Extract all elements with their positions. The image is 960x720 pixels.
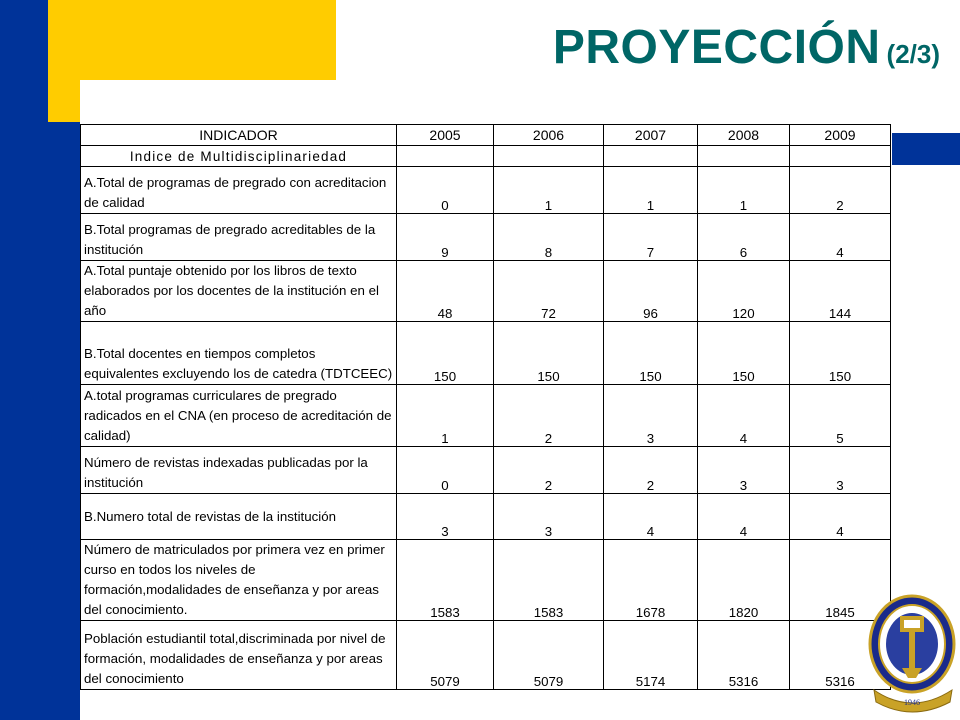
right-blue-tab [892, 133, 960, 165]
table-row [81, 621, 891, 690]
section-row [81, 146, 891, 167]
cell-value: 5 [790, 385, 891, 447]
cell-value: 4 [790, 214, 891, 261]
cell-value: 1 [604, 167, 698, 214]
cell-value: 1845 [790, 540, 891, 621]
row-label: Población estudiantil total,discriminada por nivel de formación, modalidades de enseñanza y por areas del conocimiento [81, 621, 397, 690]
row-label: A.Total de programas de pregrado con acreditacion de calidad [81, 167, 397, 214]
cell-value: 72 [494, 261, 604, 322]
university-seal-icon [864, 594, 956, 716]
table-row [81, 494, 891, 540]
table-row [81, 261, 891, 322]
table-row [81, 385, 891, 447]
cell-value: 3 [698, 447, 790, 494]
cell-value: 144 [790, 261, 891, 322]
cell-value: 1583 [397, 540, 494, 621]
left-yellow-strip [48, 0, 80, 122]
cell-value: 5316 [790, 621, 891, 690]
slide-title [553, 20, 940, 75]
cell-value: 3 [397, 494, 494, 540]
cell-value: 96 [604, 261, 698, 322]
cell-value: 150 [604, 322, 698, 385]
title-main: PROYECCIÓN [552, 21, 881, 74]
top-yellow-block [48, 0, 336, 80]
cell-value: 4 [698, 385, 790, 447]
cell-value: 150 [397, 322, 494, 385]
row-label: A.total programas curriculares de pregrado radicados en el CNA (en proceso de acreditación de calidad) [81, 385, 397, 447]
cell-value: 150 [494, 322, 604, 385]
table-row [81, 214, 891, 261]
title-sub: (2/3) [886, 39, 940, 69]
cell-value: 1678 [604, 540, 698, 621]
cell-value: 7 [604, 214, 698, 261]
cell-value: 2 [494, 447, 604, 494]
cell-value: 5174 [604, 621, 698, 690]
cell-value: 1 [494, 167, 604, 214]
cell-value: 2 [790, 167, 891, 214]
table-row [81, 540, 891, 621]
cell-value: 6 [698, 214, 790, 261]
cell-value: 48 [397, 261, 494, 322]
cell-value: 3 [494, 494, 604, 540]
cell-value: 120 [698, 261, 790, 322]
cell-value: 150 [790, 322, 891, 385]
row-label: B.Total docentes en tiempos completos equivalentes excluyendo los de catedra (TDTCEEC) [81, 322, 397, 385]
cell-value: 5316 [698, 621, 790, 690]
cell-value: 4 [604, 494, 698, 540]
cell-value: 0 [397, 167, 494, 214]
cell-value: 8 [494, 214, 604, 261]
cell-value: 2 [604, 447, 698, 494]
cell-value: 3 [604, 385, 698, 447]
table-row [81, 322, 891, 385]
indicator-table [80, 124, 891, 690]
cell-value: 4 [790, 494, 891, 540]
header-year: 2005 [397, 125, 494, 146]
table-header-row [81, 125, 891, 146]
cell-value: 150 [698, 322, 790, 385]
table-row [81, 167, 891, 214]
cell-value: 5079 [397, 621, 494, 690]
cell-value: 1583 [494, 540, 604, 621]
cell-value: 4 [698, 494, 790, 540]
seal-year: 1946 [904, 698, 920, 707]
row-label: Número de revistas indexadas publicadas por la institución [81, 447, 397, 494]
row-label: B.Numero total de revistas de la institución [81, 494, 397, 540]
cell-value: 0 [397, 447, 494, 494]
cell-value: 1820 [698, 540, 790, 621]
cell-value: 3 [790, 447, 891, 494]
header-year: 2006 [494, 125, 604, 146]
row-label: A.Total puntaje obtenido por los libros de texto elaborados por los docentes de la institución en el año [81, 261, 397, 322]
header-year: 2007 [604, 125, 698, 146]
row-label: B.Total programas de pregrado acreditables de la institución [81, 214, 397, 261]
cell-value: 1 [698, 167, 790, 214]
row-label: Número de matriculados por primera vez en primer curso en todos los niveles de formación,modalidades de enseñanza y por areas del conocimiento. [81, 540, 397, 621]
header-year: 2008 [698, 125, 790, 146]
cell-value: 9 [397, 214, 494, 261]
cell-value: 5079 [494, 621, 604, 690]
header-indicador: INDICADOR [81, 125, 397, 146]
cell-value: 1 [397, 385, 494, 447]
cell-value: 2 [494, 385, 604, 447]
table-row [81, 447, 891, 494]
section-title: Indice de Multidisciplinariedad [81, 146, 397, 167]
header-year: 2009 [790, 125, 891, 146]
